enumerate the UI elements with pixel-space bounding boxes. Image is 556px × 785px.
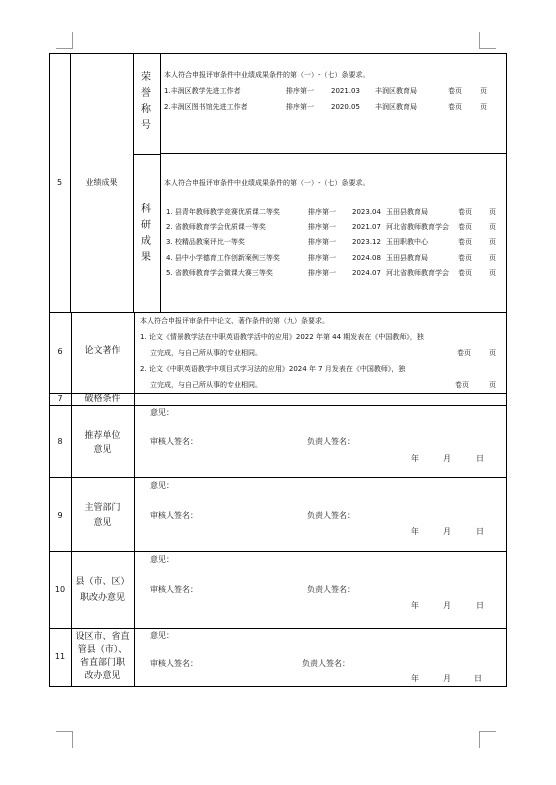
date-year: 年 — [411, 527, 419, 536]
row-label-exception: 破格条件 — [84, 394, 121, 404]
research-item-5-vol: 卷页 — [458, 269, 472, 277]
head-signature[interactable]: 负责人签名： — [307, 437, 355, 446]
research-item-4-text: 4. 县中小学德育工作创新案例三等奖 — [166, 254, 280, 262]
head-signature[interactable]: 负责人签名： — [307, 585, 355, 594]
opinion-label-line2: 管县（市）、 — [77, 645, 128, 655]
row-number: 11 — [54, 652, 66, 661]
paper-1-vol: 卷页 — [457, 349, 471, 357]
award-item-2-text: 2.丰润区图书馆先进工作者 — [164, 103, 248, 111]
opinion-label-line1: 推荐单位 — [84, 431, 121, 441]
date-year: 年 — [411, 674, 419, 683]
research-item-2-vol: 卷页 — [458, 223, 472, 231]
head-signature[interactable]: 负责人签名： — [307, 511, 355, 520]
research-item-1-text: 1. 县青年教师教学竞赛优质课二等奖 — [166, 208, 280, 216]
research-item-5-text: 5. 省教师教育学会微课大赛三等奖 — [166, 269, 273, 277]
research-item-4-org: 玉田县教育局 — [386, 254, 428, 262]
opinion-field[interactable]: 意见： — [150, 408, 174, 417]
paper-2-line2: 立完成，与自己所从事的专业相同。 — [150, 381, 262, 389]
opinion-label-line2: 职改办意见 — [79, 593, 125, 603]
research-item-2-date: 2021.07 — [352, 223, 381, 231]
research-item-2-org: 河北省教师教育学会 — [386, 223, 449, 231]
row-number: 8 — [57, 437, 63, 446]
opinion-label-line2: 意见 — [93, 445, 112, 455]
research-item-3-rank: 排序第一 — [308, 238, 336, 246]
row-number: 7 — [57, 394, 63, 403]
research-item-1-org: 玉田县教育局 — [386, 208, 428, 216]
crop-mark-top-left — [56, 32, 73, 49]
row-number: 6 — [57, 347, 63, 356]
reviewer-signature[interactable]: 审核人签名： — [150, 585, 198, 594]
award-item-2-rank: 排序第一 — [286, 103, 314, 111]
opinion-label-line2: 意见 — [93, 518, 112, 528]
opinion-label-line4: 改办意见 — [84, 671, 121, 681]
award-item-2-org: 丰润区教育局 — [375, 103, 417, 111]
award-item-1-page: 页 — [480, 87, 487, 95]
opinion-field[interactable]: 意见： — [150, 481, 174, 490]
award-item-1-date: 2021.03 — [331, 87, 360, 95]
date-month: 月 — [443, 674, 451, 683]
award-item-1-rank: 排序第一 — [286, 87, 314, 95]
date-year: 年 — [411, 454, 419, 463]
row-label-achievements: 业绩成果 — [85, 178, 118, 187]
crop-mark-bottom-right — [479, 731, 496, 748]
row-number: 10 — [54, 585, 66, 594]
award-item-2-page: 页 — [480, 103, 487, 111]
awards-label: 荣 誉 称 号 — [141, 72, 151, 131]
row-label-papers: 论文著作 — [84, 346, 121, 356]
research-item-3-org: 玉田职教中心 — [386, 238, 428, 246]
paper-2-page: 页 — [489, 381, 496, 389]
crop-mark-top-right — [479, 32, 496, 49]
paper-2-vol: 卷页 — [455, 381, 469, 389]
research-item-5-rank: 排序第一 — [308, 269, 336, 277]
research-item-3-page: 页 — [489, 238, 496, 246]
research-item-4-page: 页 — [489, 254, 496, 262]
research-item-2-rank: 排序第一 — [308, 223, 336, 231]
award-item-1-text: 1.丰润区教学先进工作者 — [164, 87, 241, 95]
research-item-1-rank: 排序第一 — [308, 208, 336, 216]
research-item-4-rank: 排序第一 — [308, 254, 336, 262]
row-number: 9 — [57, 511, 63, 520]
reviewer-signature[interactable]: 审核人签名： — [150, 437, 198, 446]
row-number: 5 — [56, 178, 63, 187]
date-day: 日 — [476, 527, 484, 536]
opinion-field[interactable]: 意见： — [150, 631, 174, 640]
research-item-4-vol: 卷页 — [458, 254, 472, 262]
research-item-4-date: 2024.08 — [352, 254, 381, 262]
research-item-3-vol: 卷页 — [458, 238, 472, 246]
head-signature[interactable]: 负责人签名： — [302, 659, 350, 668]
opinion-label-line1: 设区市、省直 — [75, 632, 130, 642]
date-month: 月 — [443, 527, 451, 536]
date-month: 月 — [443, 601, 451, 610]
award-item-2-vol: 卷页 — [448, 103, 462, 111]
opinion-field[interactable]: 意见： — [150, 555, 174, 564]
research-intro: 本人符合申报评审条件中业绩成果条件的第（一）-（七）条要求。 — [164, 179, 370, 187]
research-item-1-vol: 卷页 — [458, 208, 472, 216]
research-item-3-text: 3. 校精品教案评比一等奖 — [166, 238, 245, 246]
date-year: 年 — [411, 601, 419, 610]
reviewer-signature[interactable]: 审核人签名： — [150, 659, 198, 668]
papers-intro: 本人符合申报评审条件中论文、著作条件的第（九）条要求。 — [140, 317, 329, 325]
research-item-3-date: 2023.12 — [352, 238, 381, 246]
research-item-1-page: 页 — [489, 208, 496, 216]
research-label: 科 研 成 果 — [141, 204, 151, 263]
opinion-label-line1: 主管部门 — [84, 503, 121, 513]
research-item-5-page: 页 — [489, 269, 496, 277]
paper-1-page: 页 — [489, 349, 496, 357]
paper-1-line2: 立完成，与自己所从事的专业相同。 — [150, 349, 262, 357]
date-month: 月 — [443, 454, 451, 463]
opinion-label-line1: 县（市、区） — [75, 577, 130, 587]
paper-2-line1: 2. 论文《中职英语教学中项目式学习法的应用》2024 年 7 月发表在《中国教师》，独 — [140, 365, 406, 373]
awards-intro: 本人符合申报评审条件中业绩成果条件的第（一）-（七）条要求。 — [164, 71, 370, 79]
award-item-2-date: 2020.05 — [331, 103, 360, 111]
research-item-2-text: 2. 省教师教育学会优质课一等奖 — [166, 223, 266, 231]
research-item-5-org: 河北省教师教育学会 — [386, 269, 449, 277]
award-item-1-vol: 卷页 — [448, 87, 462, 95]
research-item-1-date: 2023.04 — [352, 208, 381, 216]
crop-mark-bottom-left — [56, 731, 73, 748]
date-day: 日 — [476, 601, 484, 610]
research-item-5-date: 2024.07 — [352, 269, 381, 277]
paper-1-line1: 1. 论文《情景教学法在中职英语教学活中的应用》2022 年第 44 期发表在《中国教师》，独 — [140, 333, 424, 341]
date-day: 日 — [474, 674, 482, 683]
reviewer-signature[interactable]: 审核人签名： — [150, 511, 198, 520]
award-item-1-org: 丰润区教育局 — [375, 87, 417, 95]
date-day: 日 — [476, 454, 484, 463]
opinion-label-line3: 省直部门职 — [79, 658, 125, 668]
research-item-2-page: 页 — [489, 223, 496, 231]
